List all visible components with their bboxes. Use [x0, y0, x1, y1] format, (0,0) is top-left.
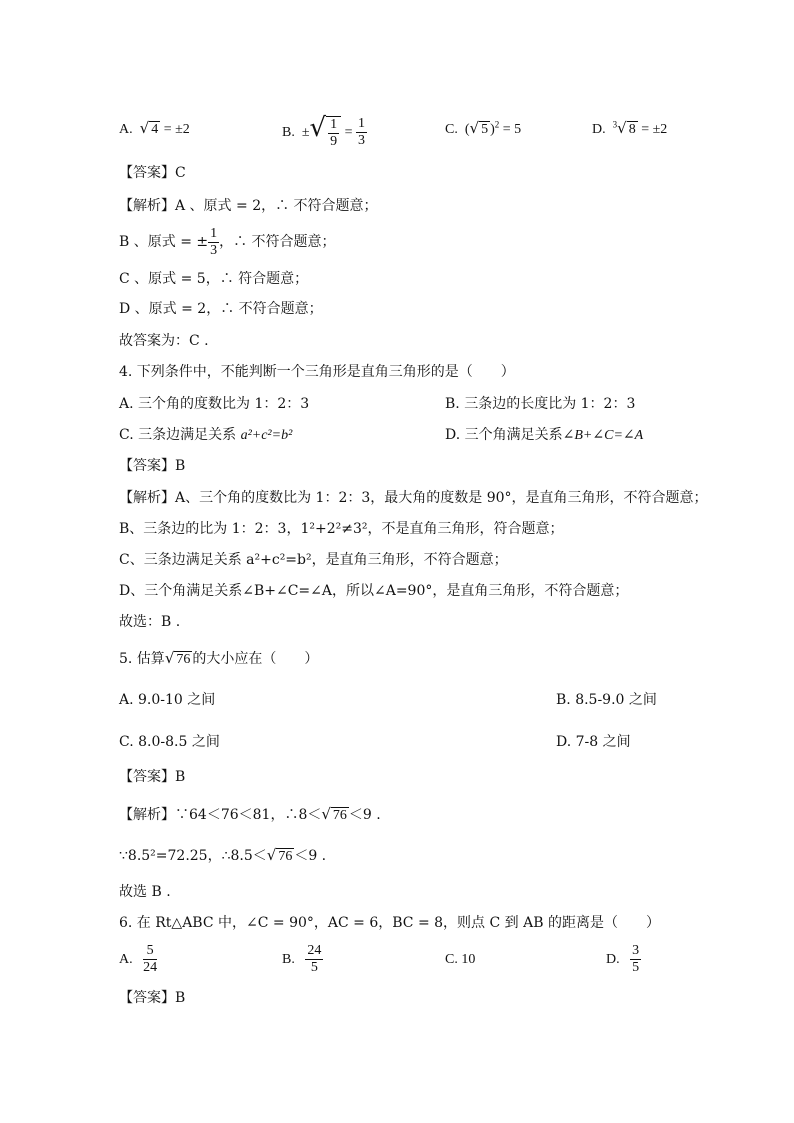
q4-analysis-d: D、三个角满足关系∠B+∠C=∠A，所以∠A=90°，是直角三角形，不符合题意； — [119, 583, 629, 599]
q6-question: 6. 在 Rt△ABC 中，∠C = 90°，AC = 6，BC = 8，则点 C 到 AB 的距离是（ ） — [119, 915, 660, 931]
q3-option-a: A. √ 4 = ±2 — [119, 119, 190, 137]
q6-answer: 【答案】B — [119, 990, 186, 1006]
q5-option-d: D. 7-8 之间 — [556, 734, 631, 750]
q3-analysis-b: B 、原式 = ± $\frac{1}{3}$ ，∴ 不符合题意； — [119, 225, 336, 258]
sqrt-icon: √ — [164, 649, 175, 667]
q3-analysis-d: D 、原式 = 2，∴ 不符合题意； — [119, 301, 323, 317]
q4-option-a: A. 三个角的度数比为 1：2：3 — [119, 396, 310, 412]
q4-analysis-c: C、三条边满足关系 a²+c²=b²，是直角三角形，不符合题意； — [119, 552, 508, 568]
q5-conclusion: 故选 B . — [119, 884, 171, 900]
q3-option-b: B. ±√ $\frac{1}{9}$ = $\frac{1}{3}$ — [282, 113, 366, 149]
q3-option-d: D. $^3$√ 8 = ±2 — [592, 119, 668, 137]
sqrt-icon: √ — [309, 113, 327, 143]
q4-option-c: C. 三条边满足关系 a²+c²=b² — [119, 427, 293, 443]
q4-question: 4. 下列条件中，不能判断一个三角形是直角三角形的是（ ） — [119, 364, 515, 380]
q5-option-c: C. 8.0-8.5 之间 — [119, 734, 220, 750]
q5-option-a: A. 9.0-10 之间 — [119, 692, 216, 708]
q6-option-d: D. $\frac{3}{5}$ — [606, 943, 640, 976]
q3-analysis-a: 【解析】A 、原式 = 2，∴ 不符合题意； — [119, 198, 378, 214]
q4-conclusion: 故选：B . — [119, 614, 181, 630]
q4-analysis-b: B、三条边的比为 1：2：3，1²+2²≠3²，不是直角三角形，符合题意； — [119, 521, 564, 537]
q6-option-c: C. 10 — [445, 952, 476, 967]
sqrt-icon: √ — [139, 119, 150, 137]
q4-option-d: D. 三个角满足关系∠B+∠C=∠A — [445, 427, 644, 443]
q3-conclusion: 故答案为：C . — [119, 333, 209, 349]
q5-question: 5. 估算√ 76 的大小应在（ ） — [119, 649, 319, 667]
q6-option-a: A. $\frac{5}{24}$ — [119, 943, 158, 976]
q6-option-b: B. $\frac{24}{5}$ — [282, 943, 322, 976]
q5-analysis-2: ∵8.5²=72.25，∴8.5＜√ 76 ＜9 . — [119, 846, 327, 864]
q3-option-c: C. (√ 5 )$^2$ = 5 — [445, 119, 522, 137]
q5-option-b: B. 8.5-9.0 之间 — [556, 692, 657, 708]
q5-analysis-1: 【解析】∵64＜76＜81，∴8＜√ 76 ＜9 . — [119, 805, 381, 823]
q3-answer: 【答案】C — [119, 165, 186, 181]
q4-analysis-a: 【解析】A、三个角的度数比为 1：2：3，最大角的度数是 90°，是直角三角形，不符合题意； — [119, 490, 708, 506]
q5-answer: 【答案】B — [119, 769, 186, 785]
cube-root-icon: √ — [617, 119, 627, 137]
sqrt-icon: √ — [469, 119, 480, 137]
q3-analysis-c: C 、原式 = 5，∴ 符合题意； — [119, 271, 309, 287]
sqrt-icon: √ — [266, 846, 277, 864]
q4-answer: 【答案】B — [119, 458, 186, 474]
q4-option-b: B. 三条边的长度比为 1：2：3 — [445, 396, 636, 412]
sqrt-icon: √ — [321, 805, 331, 823]
